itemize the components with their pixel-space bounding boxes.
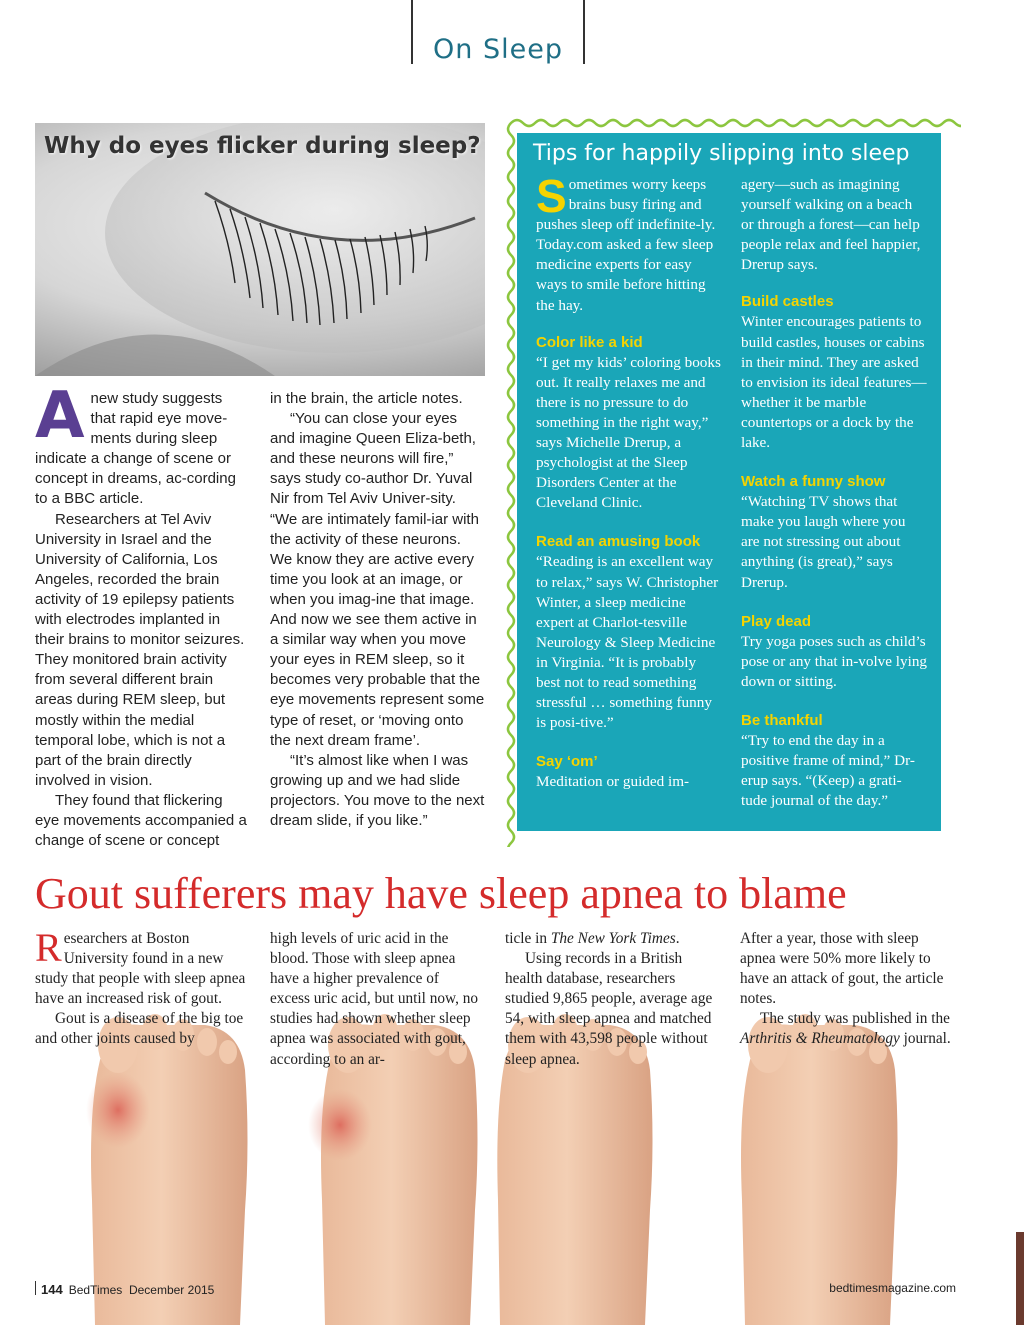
issue-date: December 2015 xyxy=(128,1283,215,1297)
eye-article-col2 xyxy=(270,389,485,831)
gout-col4-para1: After a year, those with sleep apnea were 50% more likely to have an attack of gout, the article notes. xyxy=(740,930,944,1008)
magazine-name: BedTimes xyxy=(68,1283,123,1297)
tip-heading-color: Color like a kid xyxy=(536,333,643,351)
tip-body-color: “I get my kids’ coloring books out. It really relaxes me and there is no pressure to do something in the right way,” says Michelle Drerup, a psychologist at the Sleep Disorders Center at the Cleveland Clinic. xyxy=(536,353,721,512)
footer-divider xyxy=(35,1281,36,1295)
gout-col2-para1: high levels of uric acid in the blood. Those with sleep apnea have a higher prevalence of excess uric acid, but until now, no studies had shown whether sleep apnea was associated with gout, according to an ar- xyxy=(270,930,479,1068)
eye-col1-para3: They found that flickering eye movements accompanied a change of scene or concept xyxy=(35,791,247,850)
tip-heading-show: Watch a funny show xyxy=(741,473,886,491)
page-edge-strip xyxy=(1016,1232,1024,1325)
gout-col4-journal: Arthritis & Rheumatology xyxy=(740,1030,900,1048)
website-url: bedtimesmagazine.com xyxy=(829,1281,956,1295)
drop-cap-s: S xyxy=(536,170,567,222)
gout-col3 xyxy=(505,929,717,1070)
page-number: 144 xyxy=(41,1282,63,1297)
section-title: On Sleep xyxy=(433,34,563,65)
foot-1 xyxy=(86,1014,248,1325)
gout-col3-pre: ticle in xyxy=(505,930,551,947)
tip-body-read: “Reading is an excellent way to relax,” says W. Christopher Winter, a sleep medicine expert at Charlot-tesville Neurology & Sleep Medicine in Virginia. “It is probably best not to read something stressful … something funny is posi-tive.” xyxy=(536,553,719,732)
gout-col1-para2: Gout is a disease of the big toe and other joints caused by xyxy=(35,1010,244,1048)
gout-col4 xyxy=(740,929,952,1050)
eye-col2-para3: “It’s almost like when I was growing up and we had slide projectors. You move to the next dream slide, if you like.” xyxy=(270,751,485,829)
gout-col3-source: The New York Times xyxy=(550,930,676,947)
foot-4 xyxy=(741,1014,898,1325)
tip-heading-thankful: Be thankful xyxy=(741,711,823,729)
eye-article-heading: Why do eyes flicker during sleep? xyxy=(44,133,481,159)
closed-eye-photo xyxy=(35,123,485,376)
tips-intro: ometimes worry keeps brains busy firing and pushes sleep off indefinite-ly. Today.com asked a few sleep medicine experts for easy ways to smile before hitting the hay. xyxy=(536,176,716,314)
gout-col3-post: . xyxy=(675,930,680,947)
gout-col3-para2: Using records in a British health database, researchers studied 9,865 people, average age 54, with sleep apnea and matched them with 43,598 people without sleep apnea. xyxy=(505,950,713,1068)
tips-col2 xyxy=(741,175,927,811)
eye-col1-para2: Researchers at Tel Aviv University in Israel and the University of California, Los Angeles, recorded the brain activity of 19 epilepsy patients with electrodes implanted in their brains to monitor seizures. They monitored brain activity from several different brain areas during REM sleep, but mostly within the medial temporal lobe, which is not a part of the brain directly involved in vision. xyxy=(35,510,245,789)
drop-cap-a: A xyxy=(35,379,85,453)
tips-col2-lead: agery—such as imagining yourself walking on a beach or through a forest—can help people relax and feel happier, Drerup says. xyxy=(741,176,921,274)
tip-body-thankful: “Try to end the day in a positive frame of mind,” Dr-erup says. “(Keep) a grati-tude journal of the day.” xyxy=(741,731,915,810)
eye-col2-para1: in the brain, the article notes. xyxy=(270,390,463,407)
tip-body-dead: Try yoga poses such as child’s pose or any that in-volve lying down or sitting. xyxy=(741,632,928,690)
eye-illustration xyxy=(35,123,485,376)
gout-col1-para1: esearchers at Boston University found in a new study that people with sleep apnea have an increased risk of gout. xyxy=(35,930,246,1008)
tip-heading-om: Say ‘om’ xyxy=(536,753,598,771)
tip-body-castles: Winter encourages patients to build castles, houses or cabins in their mind. They are asked to envision its ideal features—whether it be marble countertops or a dock by the lake. xyxy=(741,313,927,452)
tip-heading-dead: Play dead xyxy=(741,612,812,630)
tip-body-om: Meditation or guided im- xyxy=(536,773,690,791)
eye-article-col1 xyxy=(35,379,248,851)
gout-col1 xyxy=(35,925,247,1050)
footer-left xyxy=(41,1282,214,1297)
eye-col1-para1: new study suggests that rapid eye move-ments during sleep indicate a change of scene or concept in dreams, ac-cording to a BBC article. xyxy=(35,390,236,508)
gout-col4-post: journal. xyxy=(899,1030,951,1048)
tips-title: Tips for happily slipping into sleep xyxy=(533,141,910,166)
gout-headline: Gout sufferers may have sleep apnea to blame xyxy=(35,869,847,918)
gout-col2 xyxy=(270,929,482,1070)
tip-body-show: “Watching TV shows that make you laugh where you are not stressing out about anything (is great),” says Drerup. xyxy=(741,493,906,591)
tip-heading-read: Read an amusing book xyxy=(536,533,701,551)
gout-col4-pre: The study was published in the xyxy=(760,1010,950,1028)
tip-heading-castles: Build castles xyxy=(741,293,834,311)
eye-col2-para2: “You can close your eyes and imagine Queen Eliza-beth, and these neurons will fire,” says study co-author Dr. Yuval Nir from Tel Aviv Univer-sity. “We are intimately famil-iar with the activity of these neurons. We know they are active every time you look at an image, or when you imag-ine that image. And now we see them active in a similar way when you move your eyes in REM sleep, so it becomes very probable that the eye movements represent some type of reset, or ‘moving onto the next dream frame’. xyxy=(270,410,485,749)
tips-col1 xyxy=(536,170,721,792)
drop-cap-r: R xyxy=(35,925,62,970)
